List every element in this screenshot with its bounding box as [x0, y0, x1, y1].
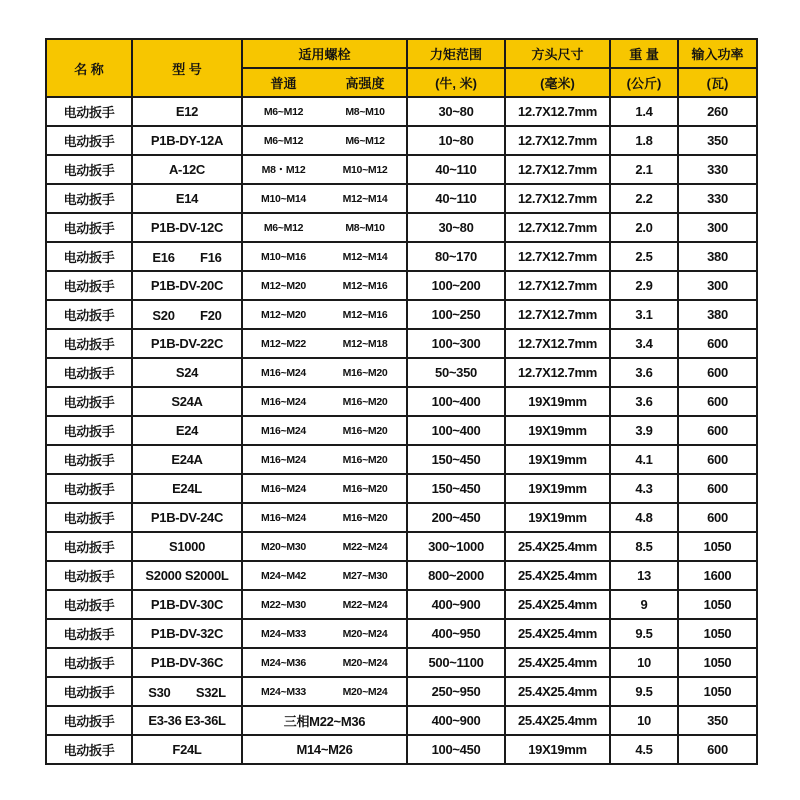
table-row — [46, 648, 757, 677]
product-name-cell: 电动扳手 — [46, 213, 132, 242]
table-row — [46, 329, 757, 358]
power-cell: 380 — [678, 300, 757, 329]
square-size-cell: 12.7X12.7mm — [505, 184, 610, 213]
torque-cell: 400~900 — [407, 590, 505, 619]
table-row — [46, 242, 757, 271]
torque-cell: 400~900 — [407, 706, 505, 735]
torque-cell: 40~110 — [407, 184, 505, 213]
weight-cell: 2.0 — [610, 213, 678, 242]
bolt-high-cell: M27~M30 — [324, 561, 407, 590]
table-row — [46, 474, 757, 503]
product-name-cell: 电动扳手 — [46, 126, 132, 155]
product-name-cell: 电动扳手 — [46, 503, 132, 532]
weight-cell: 8.5 — [610, 532, 678, 561]
weight-cell: 10 — [610, 648, 678, 677]
bolt-normal-cell: M22~M30 — [242, 590, 324, 619]
bolt-high-cell: M20~M24 — [324, 677, 407, 706]
header-square: 方头尺寸 — [505, 39, 610, 68]
product-name-cell: 电动扳手 — [46, 155, 132, 184]
torque-cell: 100~400 — [407, 387, 505, 416]
product-name-cell: 电动扳手 — [46, 706, 132, 735]
weight-cell: 2.1 — [610, 155, 678, 184]
square-size-cell: 25.4X25.4mm — [505, 648, 610, 677]
weight-cell: 3.6 — [610, 358, 678, 387]
model-cell: P1B-DV-30C — [132, 590, 242, 619]
bolt-normal-cell: M10~M16 — [242, 242, 324, 271]
weight-cell: 2.2 — [610, 184, 678, 213]
header-power-unit: (瓦) — [678, 68, 757, 97]
power-cell: 350 — [678, 126, 757, 155]
bolt-high-cell: M16~M20 — [324, 474, 407, 503]
bolt-normal-cell: M16~M24 — [242, 445, 324, 474]
weight-cell: 9.5 — [610, 619, 678, 648]
table-row — [46, 503, 757, 532]
power-cell: 330 — [678, 155, 757, 184]
bolt-normal-cell: M24~M33 — [242, 677, 324, 706]
power-cell: 600 — [678, 503, 757, 532]
power-cell: 380 — [678, 242, 757, 271]
bolt-normal-cell: M6~M12 — [242, 97, 324, 126]
product-name-cell: 电动扳手 — [46, 532, 132, 561]
square-size-cell: 12.7X12.7mm — [505, 358, 610, 387]
product-name-cell: 电动扳手 — [46, 735, 132, 764]
table-row — [46, 706, 757, 735]
table-row — [46, 619, 757, 648]
power-cell: 1050 — [678, 532, 757, 561]
model-cell: E24A — [132, 445, 242, 474]
square-size-cell: 25.4X25.4mm — [505, 706, 610, 735]
model-cell: P1B-DV-24C — [132, 503, 242, 532]
bolt-normal-cell: M16~M24 — [242, 358, 324, 387]
weight-cell: 3.1 — [610, 300, 678, 329]
weight-cell: 4.1 — [610, 445, 678, 474]
header-bolt-high: 高强度 — [324, 68, 407, 97]
model-cell: E3-36 E3-36L — [132, 706, 242, 735]
table-row — [46, 445, 757, 474]
power-cell: 1050 — [678, 619, 757, 648]
torque-cell: 100~250 — [407, 300, 505, 329]
weight-cell: 3.9 — [610, 416, 678, 445]
square-size-cell: 19X19mm — [505, 387, 610, 416]
square-size-cell: 25.4X25.4mm — [505, 561, 610, 590]
table-row — [46, 213, 757, 242]
bolt-normal-cell: M8・M12 — [242, 155, 324, 184]
square-size-cell: 19X19mm — [505, 503, 610, 532]
model-cell: P1B-DV-32C — [132, 619, 242, 648]
table-row — [46, 387, 757, 416]
product-name-cell: 电动扳手 — [46, 416, 132, 445]
product-name-cell: 电动扳手 — [46, 97, 132, 126]
bolt-normal-cell: M16~M24 — [242, 503, 324, 532]
product-name-cell: 电动扳手 — [46, 561, 132, 590]
square-size-cell: 19X19mm — [505, 445, 610, 474]
torque-cell: 800~2000 — [407, 561, 505, 590]
torque-cell: 400~950 — [407, 619, 505, 648]
table-row — [46, 155, 757, 184]
bolt-high-cell: M10~M12 — [324, 155, 407, 184]
torque-cell: 150~450 — [407, 474, 505, 503]
torque-cell: 10~80 — [407, 126, 505, 155]
header-model: 型 号 — [132, 39, 242, 97]
torque-cell: 100~300 — [407, 329, 505, 358]
bolt-high-cell: M8~M10 — [324, 97, 407, 126]
bolt-high-cell: M12~M14 — [324, 184, 407, 213]
square-size-cell: 12.7X12.7mm — [505, 97, 610, 126]
table-row — [46, 677, 757, 706]
model-cell: E16 F16 — [132, 242, 242, 271]
model-cell: S24 — [132, 358, 242, 387]
torque-cell: 50~350 — [407, 358, 505, 387]
power-cell: 600 — [678, 329, 757, 358]
model-cell: S24A — [132, 387, 242, 416]
power-cell: 600 — [678, 358, 757, 387]
product-name-cell: 电动扳手 — [46, 445, 132, 474]
power-cell: 300 — [678, 271, 757, 300]
bolt-high-cell: M16~M20 — [324, 387, 407, 416]
weight-cell: 4.8 — [610, 503, 678, 532]
table-row — [46, 416, 757, 445]
model-cell: E24L — [132, 474, 242, 503]
square-size-cell: 25.4X25.4mm — [505, 677, 610, 706]
power-cell: 330 — [678, 184, 757, 213]
model-cell: S2000 S2000L — [132, 561, 242, 590]
model-cell: P1B-DV-36C — [132, 648, 242, 677]
bolt-high-cell: M6~M12 — [324, 126, 407, 155]
torque-cell: 200~450 — [407, 503, 505, 532]
bolt-high-cell: M22~M24 — [324, 532, 407, 561]
square-size-cell: 12.7X12.7mm — [505, 213, 610, 242]
bolt-high-cell: M20~M24 — [324, 648, 407, 677]
bolt-normal-cell: M24~M36 — [242, 648, 324, 677]
model-cell: P1B-DV-20C — [132, 271, 242, 300]
weight-cell: 3.6 — [610, 387, 678, 416]
bolt-normal-cell: M24~M33 — [242, 619, 324, 648]
table-row — [46, 358, 757, 387]
torque-cell: 500~1100 — [407, 648, 505, 677]
weight-cell: 10 — [610, 706, 678, 735]
table-row — [46, 126, 757, 155]
bolt-normal-cell: M16~M24 — [242, 387, 324, 416]
torque-cell: 100~450 — [407, 735, 505, 764]
bolt-spec-cell: 三相M22~M36 — [242, 706, 407, 735]
product-name-cell: 电动扳手 — [46, 271, 132, 300]
weight-cell: 4.3 — [610, 474, 678, 503]
bolt-high-cell: M12~M16 — [324, 300, 407, 329]
weight-cell: 13 — [610, 561, 678, 590]
bolt-high-cell: M12~M14 — [324, 242, 407, 271]
power-cell: 1050 — [678, 648, 757, 677]
header-weight: 重 量 — [610, 39, 678, 68]
bolt-normal-cell: M12~M20 — [242, 271, 324, 300]
bolt-high-cell: M16~M20 — [324, 503, 407, 532]
table-row — [46, 561, 757, 590]
square-size-cell: 12.7X12.7mm — [505, 126, 610, 155]
bolt-normal-cell: M12~M20 — [242, 300, 324, 329]
weight-cell: 2.5 — [610, 242, 678, 271]
header-torque: 力矩范围 — [407, 39, 505, 68]
square-size-cell: 12.7X12.7mm — [505, 300, 610, 329]
power-cell: 1050 — [678, 590, 757, 619]
torque-cell: 300~1000 — [407, 532, 505, 561]
table-row — [46, 271, 757, 300]
square-size-cell: 25.4X25.4mm — [505, 619, 610, 648]
header-power: 输入功率 — [678, 39, 757, 68]
power-cell: 1600 — [678, 561, 757, 590]
model-cell: P1B-DV-22C — [132, 329, 242, 358]
weight-cell: 2.9 — [610, 271, 678, 300]
power-cell: 350 — [678, 706, 757, 735]
table-row — [46, 735, 757, 764]
product-name-cell: 电动扳手 — [46, 648, 132, 677]
product-name-cell: 电动扳手 — [46, 619, 132, 648]
bolt-normal-cell: M20~M30 — [242, 532, 324, 561]
power-cell: 600 — [678, 474, 757, 503]
bolt-high-cell: M16~M20 — [324, 416, 407, 445]
torque-cell: 80~170 — [407, 242, 505, 271]
weight-cell: 3.4 — [610, 329, 678, 358]
bolt-high-cell: M12~M16 — [324, 271, 407, 300]
square-size-cell: 25.4X25.4mm — [505, 532, 610, 561]
square-size-cell: 12.7X12.7mm — [505, 155, 610, 184]
square-size-cell: 19X19mm — [505, 735, 610, 764]
power-cell: 600 — [678, 387, 757, 416]
table-row — [46, 184, 757, 213]
product-name-cell: 电动扳手 — [46, 329, 132, 358]
header-bolt-normal: 普通 — [242, 68, 324, 97]
weight-cell: 1.4 — [610, 97, 678, 126]
square-size-cell: 12.7X12.7mm — [505, 271, 610, 300]
bolt-normal-cell: M6~M12 — [242, 213, 324, 242]
model-cell: F24L — [132, 735, 242, 764]
model-cell: S20 F20 — [132, 300, 242, 329]
bolt-normal-cell: M6~M12 — [242, 126, 324, 155]
torque-cell: 250~950 — [407, 677, 505, 706]
model-cell: S30 S32L — [132, 677, 242, 706]
bolt-high-cell: M20~M24 — [324, 619, 407, 648]
torque-cell: 30~80 — [407, 213, 505, 242]
header-name: 名 称 — [46, 39, 132, 97]
square-size-cell: 25.4X25.4mm — [505, 590, 610, 619]
model-cell: E24 — [132, 416, 242, 445]
bolt-normal-cell: M24~M42 — [242, 561, 324, 590]
table-row — [46, 532, 757, 561]
torque-cell: 100~200 — [407, 271, 505, 300]
model-cell: A-12C — [132, 155, 242, 184]
header-weight-unit: (公斤) — [610, 68, 678, 97]
model-cell: E12 — [132, 97, 242, 126]
bolt-normal-cell: M10~M14 — [242, 184, 324, 213]
power-cell: 300 — [678, 213, 757, 242]
bolt-normal-cell: M12~M22 — [242, 329, 324, 358]
product-name-cell: 电动扳手 — [46, 474, 132, 503]
table-row — [46, 590, 757, 619]
square-size-cell: 19X19mm — [505, 416, 610, 445]
torque-cell: 40~110 — [407, 155, 505, 184]
square-size-cell: 12.7X12.7mm — [505, 329, 610, 358]
power-cell: 260 — [678, 97, 757, 126]
bolt-spec-cell: M14~M26 — [242, 735, 407, 764]
product-name-cell: 电动扳手 — [46, 677, 132, 706]
power-cell: 600 — [678, 416, 757, 445]
bolt-high-cell: M22~M24 — [324, 590, 407, 619]
bolt-high-cell: M12~M18 — [324, 329, 407, 358]
power-cell: 600 — [678, 445, 757, 474]
model-cell: S1000 — [132, 532, 242, 561]
product-name-cell: 电动扳手 — [46, 242, 132, 271]
bolt-high-cell: M16~M20 — [324, 445, 407, 474]
torque-cell: 100~400 — [407, 416, 505, 445]
table-row — [46, 300, 757, 329]
wrench-spec-table — [45, 38, 758, 765]
bolt-high-cell: M8~M10 — [324, 213, 407, 242]
torque-cell: 150~450 — [407, 445, 505, 474]
bolt-high-cell: M16~M20 — [324, 358, 407, 387]
header-bolt: 适用螺栓 — [242, 39, 407, 68]
model-cell: P1B-DY-12A — [132, 126, 242, 155]
weight-cell: 1.8 — [610, 126, 678, 155]
bolt-normal-cell: M16~M24 — [242, 416, 324, 445]
product-name-cell: 电动扳手 — [46, 184, 132, 213]
square-size-cell: 19X19mm — [505, 474, 610, 503]
weight-cell: 9 — [610, 590, 678, 619]
model-cell: E14 — [132, 184, 242, 213]
table-row — [46, 97, 757, 126]
torque-cell: 30~80 — [407, 97, 505, 126]
weight-cell: 4.5 — [610, 735, 678, 764]
square-size-cell: 12.7X12.7mm — [505, 242, 610, 271]
bolt-normal-cell: M16~M24 — [242, 474, 324, 503]
power-cell: 600 — [678, 735, 757, 764]
product-name-cell: 电动扳手 — [46, 358, 132, 387]
header-torque-unit: (牛, 米) — [407, 68, 505, 97]
product-name-cell: 电动扳手 — [46, 387, 132, 416]
model-cell: P1B-DV-12C — [132, 213, 242, 242]
weight-cell: 9.5 — [610, 677, 678, 706]
header-square-unit: (毫米) — [505, 68, 610, 97]
power-cell: 1050 — [678, 677, 757, 706]
product-name-cell: 电动扳手 — [46, 590, 132, 619]
product-name-cell: 电动扳手 — [46, 300, 132, 329]
